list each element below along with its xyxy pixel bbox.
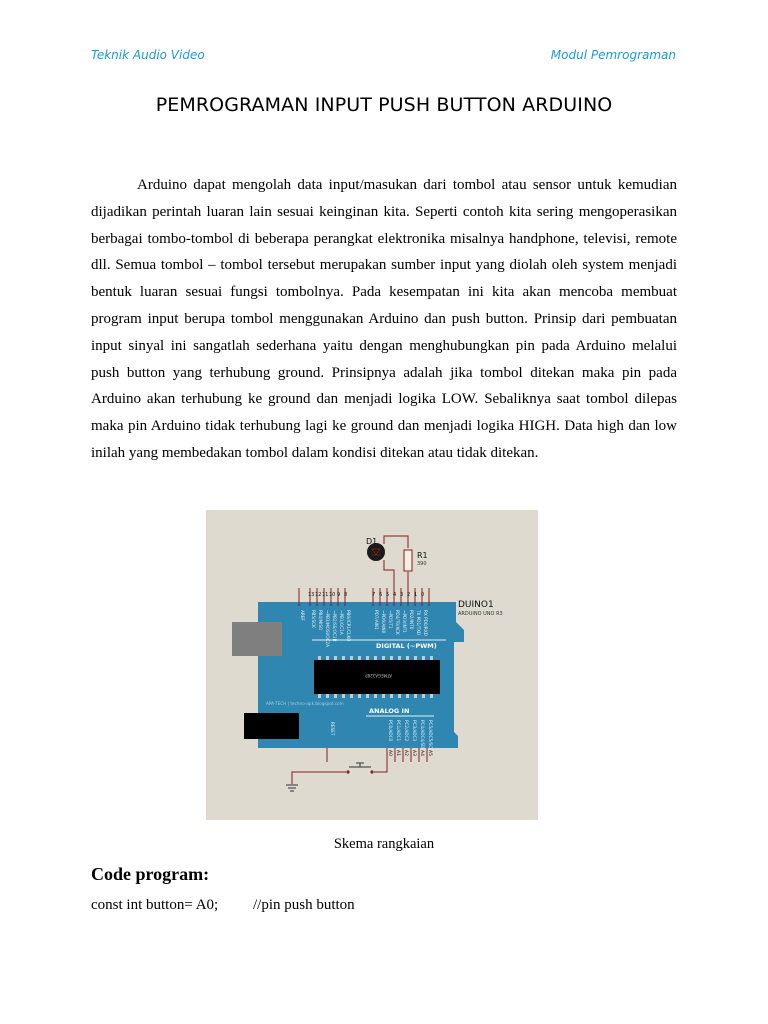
pin-number-9: 9 xyxy=(337,592,341,598)
pin-label-12: PB4/MISO xyxy=(318,610,323,631)
resistor-label: R1 xyxy=(417,551,428,560)
pin-label-10: ~PB2/SS/OC1B xyxy=(332,610,337,642)
board-name: DUINO1 xyxy=(458,600,494,610)
pin-number-8: 8 xyxy=(344,592,348,598)
analog-number-a0: A0 xyxy=(387,750,392,756)
reset-label: RESET xyxy=(330,722,335,736)
pin-label-5: ~PD5/T1 xyxy=(388,610,393,629)
board-model: ARDUINO UNO R3 xyxy=(458,611,503,617)
ground-wire xyxy=(292,772,346,784)
page-title: PEMROGRAMAN INPUT PUSH BUTTON ARDUINO xyxy=(155,94,613,116)
analog-number-a3: A3 xyxy=(411,750,416,756)
resistor-r1 xyxy=(404,550,412,571)
pin-number-6: 6 xyxy=(379,592,383,598)
pin-number-11: 11 xyxy=(322,592,329,598)
pin-number-13: 13 xyxy=(308,592,315,598)
code-statement: const int button= A0; xyxy=(91,897,219,913)
led-label: D1 xyxy=(366,537,378,546)
pin-label-1: TX PD1/TXD xyxy=(416,610,421,636)
analog-pin-label-a2: PC2/ADC2 xyxy=(404,720,409,742)
digital-label: DIGITAL (~PWM) xyxy=(376,642,437,650)
pin-label-6: ~PD6/AIN0 xyxy=(381,610,386,634)
ground-icon xyxy=(286,785,298,791)
figure-caption: Skema rangkaian xyxy=(333,836,435,852)
usb-connector xyxy=(232,622,282,656)
resistor-value: 390 xyxy=(417,561,427,567)
power-jack xyxy=(244,713,299,739)
pin-number-4: 4 xyxy=(393,592,397,598)
pin-label-0: RX PD0/RXD xyxy=(423,610,428,636)
pin-number-2: 2 xyxy=(407,592,411,598)
button-contact-right xyxy=(370,770,373,773)
push-button xyxy=(349,763,371,767)
pin-label-4: PD4/T0/XCK xyxy=(395,610,400,635)
resistor-wire xyxy=(384,536,408,548)
analog-pin-label-a5: PC5/ADC5/SCL xyxy=(428,720,433,751)
header-left: Teknik Audio Video xyxy=(91,48,205,62)
chip-label: ATMEGA328P xyxy=(365,673,392,678)
led-wire xyxy=(384,560,394,588)
analog-number-a2: A2 xyxy=(403,750,408,756)
pin-number-5: 5 xyxy=(386,592,390,598)
analog-number-a5: A5 xyxy=(427,750,432,756)
brand-text: APA-TECH | techno-apk.blogspot.com xyxy=(266,701,344,706)
analog-label: ANALOG IN xyxy=(369,707,410,715)
pin-label-9: ~PB1/OC1A xyxy=(339,610,344,635)
analog-pin-label-a0: PC0/ADC0 xyxy=(388,720,393,742)
header-right: Modul Pemrograman xyxy=(550,48,676,62)
circuit-figure xyxy=(206,510,538,820)
pin-label-2: PD2/INT0 xyxy=(409,610,414,630)
pin-label-3: ~PD3/INT1 xyxy=(402,610,407,633)
analog-pin-label-a3: PC3/ADC3 xyxy=(412,720,417,742)
button-contact-left xyxy=(346,770,349,773)
pin-label-aref: AREF xyxy=(300,610,305,621)
button-wire xyxy=(374,762,387,772)
circuit-schematic xyxy=(206,510,538,820)
code-heading: Code program: xyxy=(91,864,210,884)
analog-pin-label-a1: PC1/ADC1 xyxy=(396,720,401,742)
pin-label-13: PB5/SCK xyxy=(311,610,316,628)
analog-number-a1: A1 xyxy=(395,750,400,756)
pin-number-1: 1 xyxy=(414,592,418,598)
pin-label-11: ~PB3/MOSI/OC2A xyxy=(325,610,330,647)
pin-number-10: 10 xyxy=(329,592,336,598)
pin-number-7: 7 xyxy=(372,592,376,598)
analog-pin-label-a4: PC4/ADC4/SDA xyxy=(420,720,425,752)
pin-number-12: 12 xyxy=(315,592,322,598)
body-paragraph: Arduino dapat mengolah data input/masukan dari tombol atau sensor untuk kemudian dijadikan perintah luaran lain sesuai keinginan kita. Seperti contoh kita sering mengoperasikan berbagai tombo-tombol di beberapa perangkat elektronika misalnya handphone, televisi, remote dll. Semua tombol – tombol tersebut merupakan sumber input yang diolah oleh system menjadi bentuk luaran sesuai fungsi tombolnya. Pada kesempatan ini kita akan mencoba membuat program input berupa tombol menggunakan Arduino dan push button. Prinsip dari pembuatan input sinyal ini sangatlah sederhana yaitu dengan menghubungkan pin pada Arduino melalui push button yang terhubung ground. Prinsipnya adalah jika tombol ditekan maka pin pada Arduino akan terhubung ke ground dan menjadi logika LOW. Sebaliknya saat tombol dilepas maka pin Arduino tidak terhubung lagi ke ground dan menjadi logika HIGH. Data high dan low inilah yang membedakan tombol dalam kondisi ditekan atau tidak ditekan. xyxy=(91,177,677,461)
code-line-1 xyxy=(91,897,355,914)
pin-number-0: 0 xyxy=(421,592,425,598)
pin-label-7: PD7/AIN1 xyxy=(374,610,379,630)
pin-label-8: PB0/ICP1/CLKO xyxy=(346,610,351,642)
analog-pin-numbers xyxy=(387,750,433,756)
analog-number-a4: A4 xyxy=(419,750,424,756)
code-comment: //pin push button xyxy=(253,897,355,913)
pin-number-3: 3 xyxy=(400,592,404,598)
digital-pin-numbers xyxy=(308,592,424,598)
